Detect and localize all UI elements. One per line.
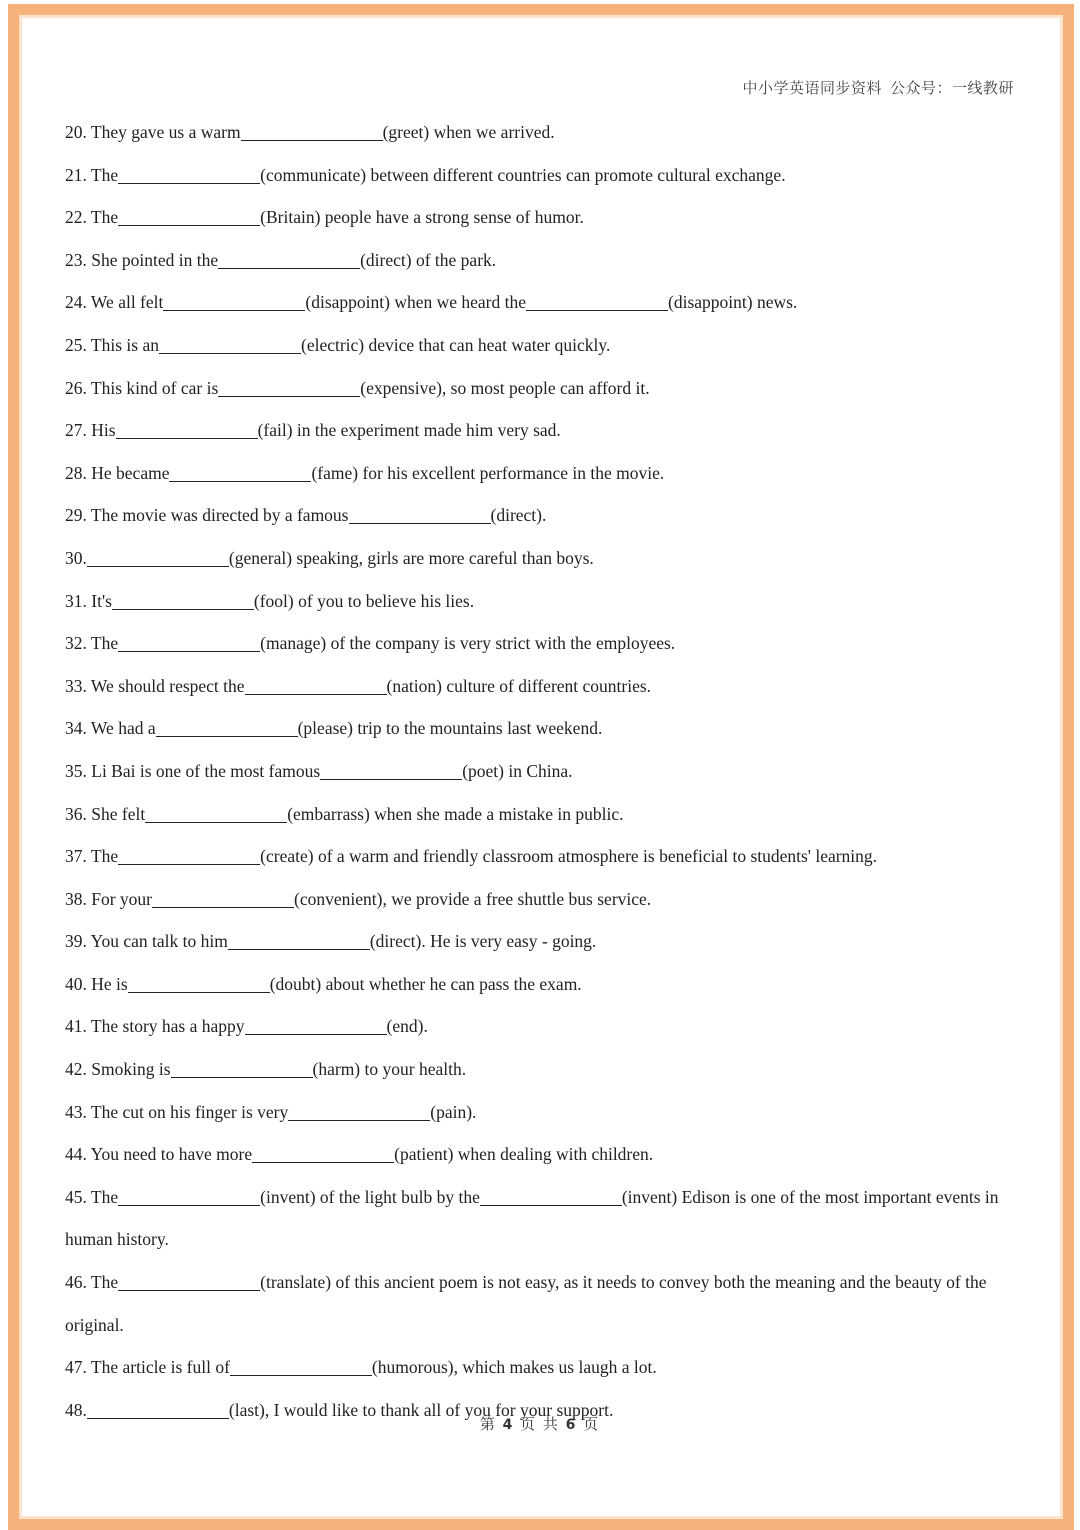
answer-blank[interactable] — [230, 1357, 372, 1376]
answer-blank[interactable] — [118, 165, 260, 184]
exercise-item: 21. The (communicate) between different countries can promote cultural exchange. — [65, 164, 786, 185]
answer-blank[interactable] — [245, 1016, 387, 1035]
answer-blank[interactable] — [128, 974, 270, 993]
answer-blank[interactable] — [245, 676, 387, 695]
exercise-item: 26. This kind of car is (expensive), so most people can afford it. — [65, 377, 650, 398]
answer-blank[interactable] — [169, 463, 311, 482]
answer-blank[interactable] — [87, 548, 229, 567]
exercise-item: 34. We had a (please) trip to the mountains last weekend. — [65, 718, 603, 739]
exercise-item: 30. (general) speaking, girls are more careful than boys. — [65, 547, 594, 568]
exercise-item: 24. We all felt (disappoint) when we heard the (disappoint) news. — [65, 292, 798, 313]
answer-blank[interactable] — [112, 591, 254, 610]
exercise-item: 32. The (manage) of the company is very strict with the employees. — [65, 633, 676, 654]
exercise-item: 31. It's (fool) of you to believe his lies. — [65, 590, 475, 611]
exercise-item: 25. This is an (electric) device that can heat water quickly. — [65, 334, 611, 355]
exercise-item: 37. The (create) of a warm and friendly classroom atmosphere is beneficial to students' learning. — [65, 846, 878, 867]
exercise-item: 41. The story has a happy (end). — [65, 1016, 428, 1037]
exercise-item: 42. Smoking is (harm) to your health. — [65, 1059, 467, 1080]
answer-blank[interactable] — [152, 889, 294, 908]
exercise-item: 44. You need to have more (patient) when dealing with children. — [65, 1144, 654, 1165]
answer-blank[interactable] — [145, 804, 287, 823]
current-page-number: 4 — [502, 1417, 515, 1433]
exercise-item: 22. The (Britain) people have a strong sense of humor. — [65, 207, 584, 228]
exercise-item: 40. He is (doubt) about whether he can pass the exam. — [65, 973, 582, 994]
answer-blank[interactable] — [118, 633, 260, 652]
exercise-item: 38. For your (convenient), we provide a free shuttle bus service. — [65, 888, 652, 909]
exercise-item: 45. The (invent) of the light bulb by the (invent) Edison is one of the most important events in human history. — [65, 1186, 999, 1250]
page-header — [742, 77, 1014, 98]
answer-blank[interactable] — [118, 1272, 260, 1291]
exercise-item: 33. We should respect the (nation) culture of different countries. — [65, 675, 652, 696]
answer-blank[interactable] — [218, 378, 360, 397]
exercise-item: 23. She pointed in the (direct) of the park. — [65, 249, 497, 270]
answer-blank[interactable] — [118, 846, 260, 865]
exercise-item: 27. His (fail) in the experiment made him very sad. — [65, 420, 561, 441]
answer-blank[interactable] — [163, 292, 305, 311]
answer-blank[interactable] — [171, 1059, 313, 1078]
answer-blank[interactable] — [118, 207, 260, 226]
answer-blank[interactable] — [480, 1187, 622, 1206]
exercise-list — [65, 111, 1025, 1431]
answer-blank[interactable] — [118, 1187, 260, 1206]
exercise-item: 29. The movie was directed by a famous (direct). — [65, 505, 547, 526]
page-footer: 第 4 页 共 6 页 — [479, 1417, 601, 1433]
header-source: 中小学英语同步资料 — [742, 81, 882, 97]
exercise-item: 20. They gave us a warm (greet) when we arrived. — [65, 122, 555, 142]
exercise-item: 36. She felt (embarrass) when she made a mistake in public. — [65, 803, 624, 824]
total-page-number: 6 — [565, 1417, 578, 1433]
exercise-item: 39. You can talk to him (direct). He is very easy - going. — [65, 931, 597, 952]
answer-blank[interactable] — [252, 1144, 394, 1163]
answer-blank[interactable] — [159, 335, 301, 354]
answer-blank[interactable] — [288, 1102, 430, 1121]
answer-blank[interactable] — [156, 718, 298, 737]
answer-blank[interactable] — [116, 420, 258, 439]
answer-blank[interactable] — [241, 122, 383, 141]
exercise-item: 46. The (translate) of this ancient poem is not easy, as it needs to convey both the meaning and the beauty of the original. — [65, 1272, 987, 1335]
answer-blank[interactable] — [228, 931, 370, 950]
answer-blank[interactable] — [218, 250, 360, 269]
exercise-item: 47. The article is full of (humorous), which makes us laugh a lot. — [65, 1357, 657, 1378]
header-account: 公众号：一线教研 — [889, 81, 1014, 97]
answer-blank[interactable] — [320, 761, 462, 780]
exercise-item: 48. (last), I would like to thank all of you for your support. — [65, 1399, 614, 1420]
exercise-item: 35. Li Bai is one of the most famous (poet) in China. — [65, 760, 573, 781]
exercise-item: 43. The cut on his finger is very (pain). — [65, 1101, 477, 1122]
answer-blank[interactable] — [526, 292, 668, 311]
exercise-item: 28. He became (fame) for his excellent performance in the movie. — [65, 462, 665, 483]
answer-blank[interactable] — [349, 505, 491, 524]
